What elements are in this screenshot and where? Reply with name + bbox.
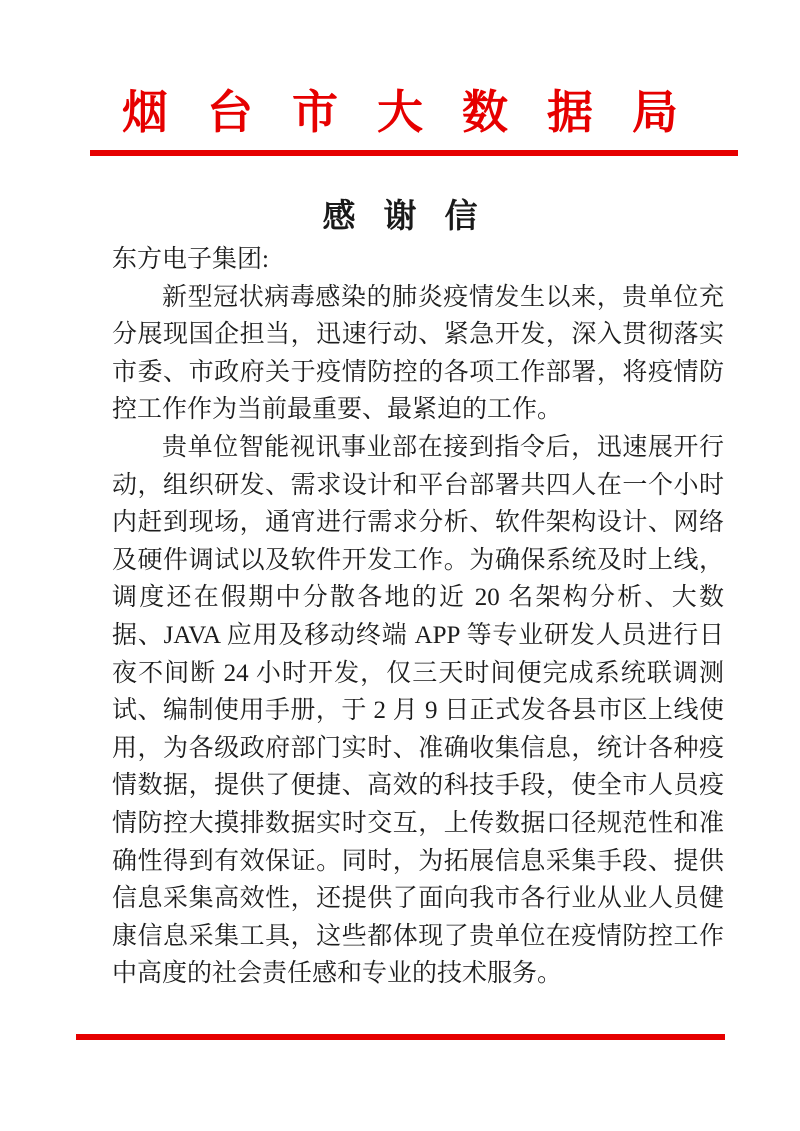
salutation: 东方电子集团: — [112, 246, 269, 273]
red-rule-top — [90, 150, 738, 156]
letter-title: 感谢信 — [322, 199, 506, 235]
paragraph-2: 贵单位智能视讯事业部在接到指令后，迅速展开行动，组织研发、需求设计和平台部署共四人在一个小时内赶到现场，通宵进行需求分析、软件架构设计、网络及硬件调试以及软件开发工作。为确保系统及时上线，调度还在假期中分散各地的近 20 名架构分析、大数据、JAVA 应用及移动终端 APP 等专业研发人员进行日夜不间断 24 小时开发，仅三天时间便完成系统联调测试、编制使用手册，于 2 月 9 日正式发各县市区上线使用，为各级政府部门实时、准确收集信息，统计各种疫情数据，提供了便捷、高效的科技手段，使全市人员疫情防控大摸排数据实时交互，上传数据口径规范性和准确性得到有效保证。同时，为拓展信息采集手段、提供信息采集高效性，还提供了面向我市各行业从业人员健康信息采集工具，这些都体现了贵单位在疫情防控工作中高度的社会责任感和专业的技术服务。 — [112, 433, 724, 988]
paragraph-1: 新型冠状病毒感染的肺炎疫情发生以来，贵单位充分展现国企担当，迅速行动、紧急开发，深入贯彻落实市委、市政府关于疫情防控的各项工作部署，将疫情防控工作作为当前最重要、最紧迫的工作。 — [112, 283, 724, 424]
letter-body — [112, 241, 724, 993]
agency-name-header: 烟台市大数据局 — [122, 87, 717, 138]
red-rule-bottom — [76, 1034, 725, 1040]
